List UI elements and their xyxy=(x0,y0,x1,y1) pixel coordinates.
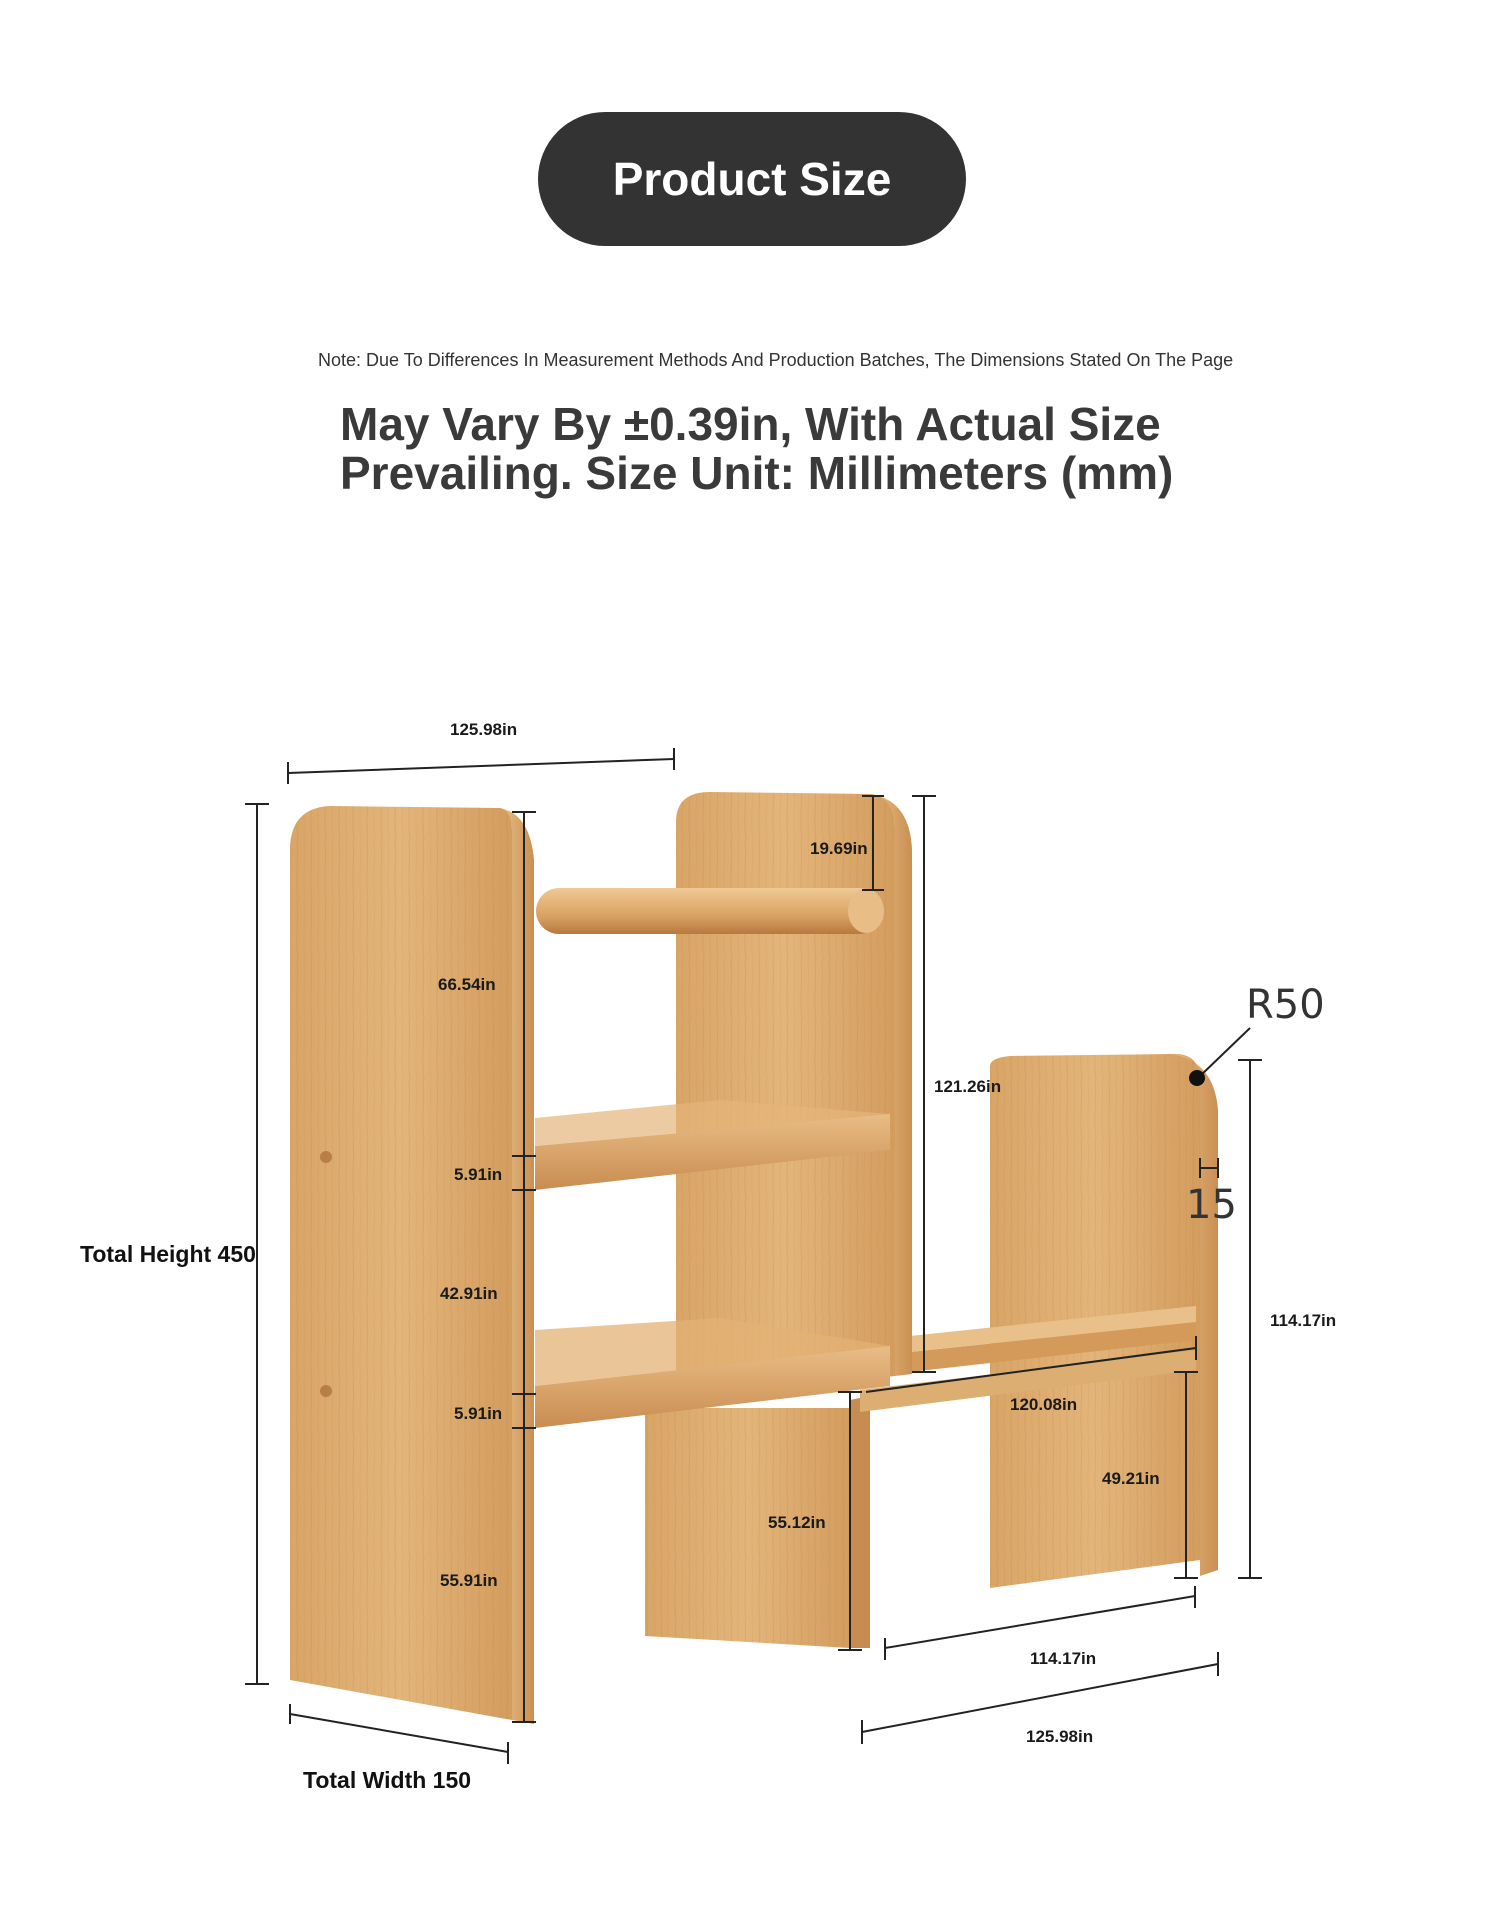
label-corner-radius: R50 xyxy=(1246,982,1325,1028)
label-panel-thickness: 15 xyxy=(1186,1182,1237,1228)
label-middle-gap: 42.91in xyxy=(440,1284,498,1303)
label-right-panel-height: 114.17in xyxy=(1270,1311,1337,1330)
label-bottom-gap: 55.91in xyxy=(440,1571,498,1590)
dowel-dot-lower xyxy=(320,1385,332,1397)
label-base-depth: 114.17in xyxy=(1030,1649,1097,1668)
measurement-note: Note: Due To Differences In Measurement Methods And Production Batches, The Dimensions Stated On The Page xyxy=(318,350,1234,370)
tolerance-headline-line2: Prevailing. Size Unit: Millimeters (mm) xyxy=(340,447,1174,499)
radius-marker-dot xyxy=(1189,1070,1205,1086)
dowel-dot-upper xyxy=(320,1151,332,1163)
bookshelf-illustration xyxy=(290,792,1218,1724)
product-size-title: Product Size xyxy=(612,153,892,205)
label-bench-width: 120.08in xyxy=(1010,1395,1078,1414)
label-total-height: Total Height 450 xyxy=(80,1241,256,1267)
tolerance-headline-line1: May Vary By ±0.39in, With Actual Size xyxy=(340,398,1161,450)
label-shelf-thickness-1: 5.91in xyxy=(454,1165,503,1184)
label-top-width: 125.98in xyxy=(450,720,518,739)
label-total-width: Total Width 150 xyxy=(303,1767,472,1793)
label-bench-leg-height: 49.21in xyxy=(1102,1469,1160,1488)
label-base-width: 125.98in xyxy=(1026,1727,1094,1746)
label-lower-leg-height: 55.12in xyxy=(768,1513,826,1532)
label-shelf-thickness-2: 5.91in xyxy=(454,1404,503,1423)
top-rod xyxy=(536,888,882,934)
label-divider-height: 19.69in xyxy=(810,839,868,858)
label-top-shelf-gap: 66.54in xyxy=(438,975,496,994)
label-middle-panel-height: 121.26in xyxy=(934,1077,1002,1096)
